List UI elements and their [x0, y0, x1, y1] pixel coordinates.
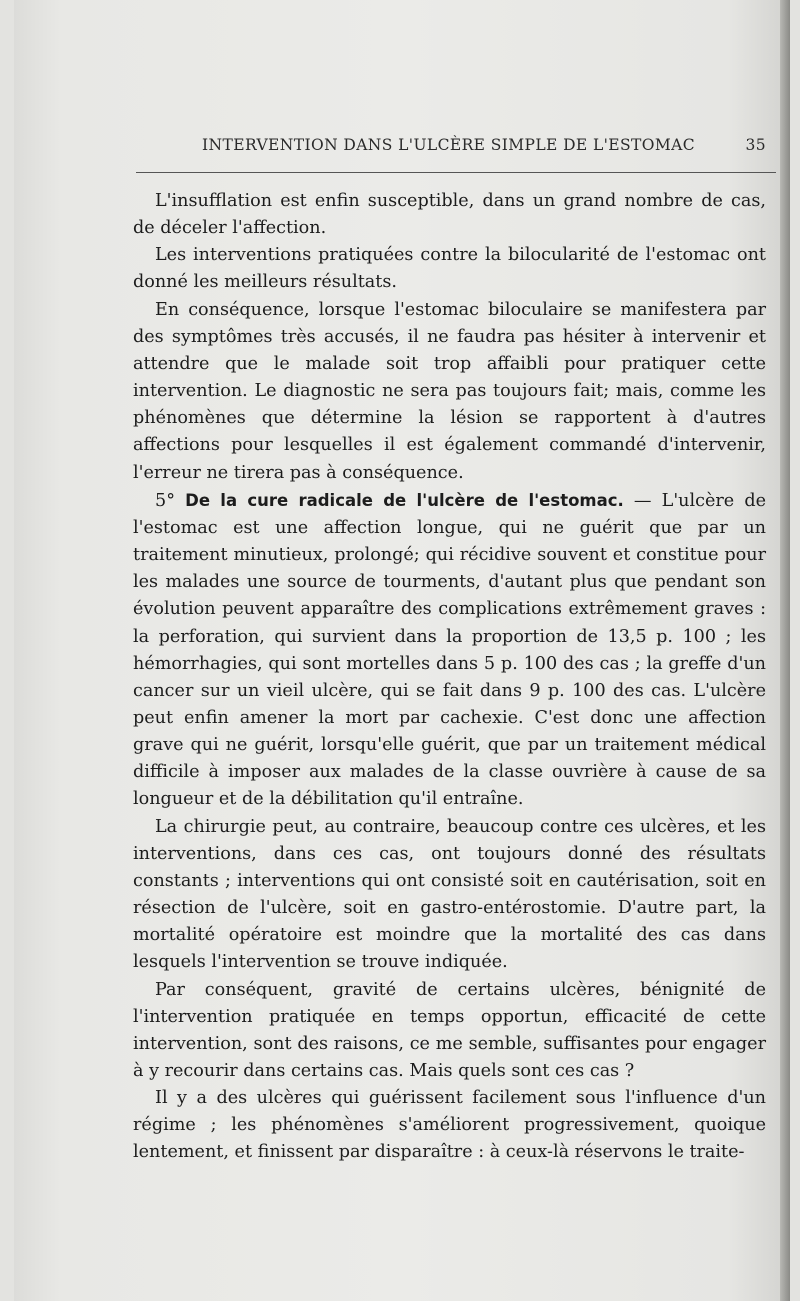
- section-text: — L'ulcère de l'estomac est une affection longue, qui ne guérit que par un traitement minutieux, prolongé; qui récidive souvent et constitue pour les malades une source de tourments, d'autant plus que pendant son évolution peuvent apparaître des complications extrêmement graves : la perforation, qui survient dans la proportion de 13,5 p. 100 ; les hémorrhagies, qui sont mortelles dans 5 p. 100 des cas ; la greffe d'un cancer sur un vieil ulcère, qui se fait dans 9 p. 100 des cas. L'ulcère peut enfin amener la mort par cachexie. C'est donc une affection grave qui ne guérit, lorsqu'elle guérit, que par un traitement médical difficile à imposer aux malades de la classe ouvrière à cause de sa longueur et de la débilitation qu'il entraîne.: [133, 490, 766, 810]
- running-title: INTERVENTION DANS L'ULCÈRE SIMPLE DE L'ESTOMAC: [202, 136, 696, 154]
- page-edge-shadow: [780, 0, 790, 1301]
- section-title: De la cure radicale de l'ulcère de l'estomac.: [185, 490, 624, 510]
- body-text: [133, 188, 766, 1167]
- page-number: 35: [745, 136, 766, 154]
- paragraph: La chirurgie peut, au contraire, beaucoup contre ces ulcères, et les interventions, dans ces cas, ont toujours donné des résultats constants ; interventions qui ont consisté soit en cautérisation, soit en résection de l'ulcère, soit en gastro-entérostomie. D'autre part, la mortalité opératoire est moindre que la mortalité des cas dans lesquels l'intervention se trouve indiquée.: [133, 816, 766, 973]
- paragraph: Par conséquent, gravité de certains ulcères, bénignité de l'intervention pratiquée en temps opportun, efficacité de cette intervention, sont des raisons, ce me semble, suffisantes pour engager à y recourir dans certains cas. Mais quels sont ces cas ?: [133, 979, 766, 1081]
- paragraph: Les interventions pratiquées contre la bilocularité de l'estomac ont donné les meilleurs résultats.: [133, 245, 766, 293]
- running-header: [130, 132, 766, 158]
- paragraph: Il y a des ulcères qui guérissent facilement sous l'influence d'un régime ; les phénomènes s'améliorent progressivement, quoique lentement, et finissent par disparaître : à ceux-là réservons le traite-: [133, 1088, 766, 1163]
- paragraph: En conséquence, lorsque l'estomac biloculaire se manifestera par des symptômes très accusés, il ne faudra pas hésiter à intervenir et attendre que le malade soit trop affaibli pour pratiquer cette intervention. Le diagnostic ne sera pas toujours fait; mais, comme les phénomènes que détermine la lésion se rapportent à d'autres affections pour lesquelles il est également commandé d'intervenir, l'erreur ne tirera pas à conséquence.: [133, 299, 766, 483]
- paragraph: L'insufflation est enfin susceptible, dans un grand nombre de cas, de déceler l'affection.: [133, 191, 766, 239]
- section-paragraph: [133, 487, 766, 814]
- section-number: 5°: [155, 490, 175, 511]
- header-rule: [136, 172, 776, 173]
